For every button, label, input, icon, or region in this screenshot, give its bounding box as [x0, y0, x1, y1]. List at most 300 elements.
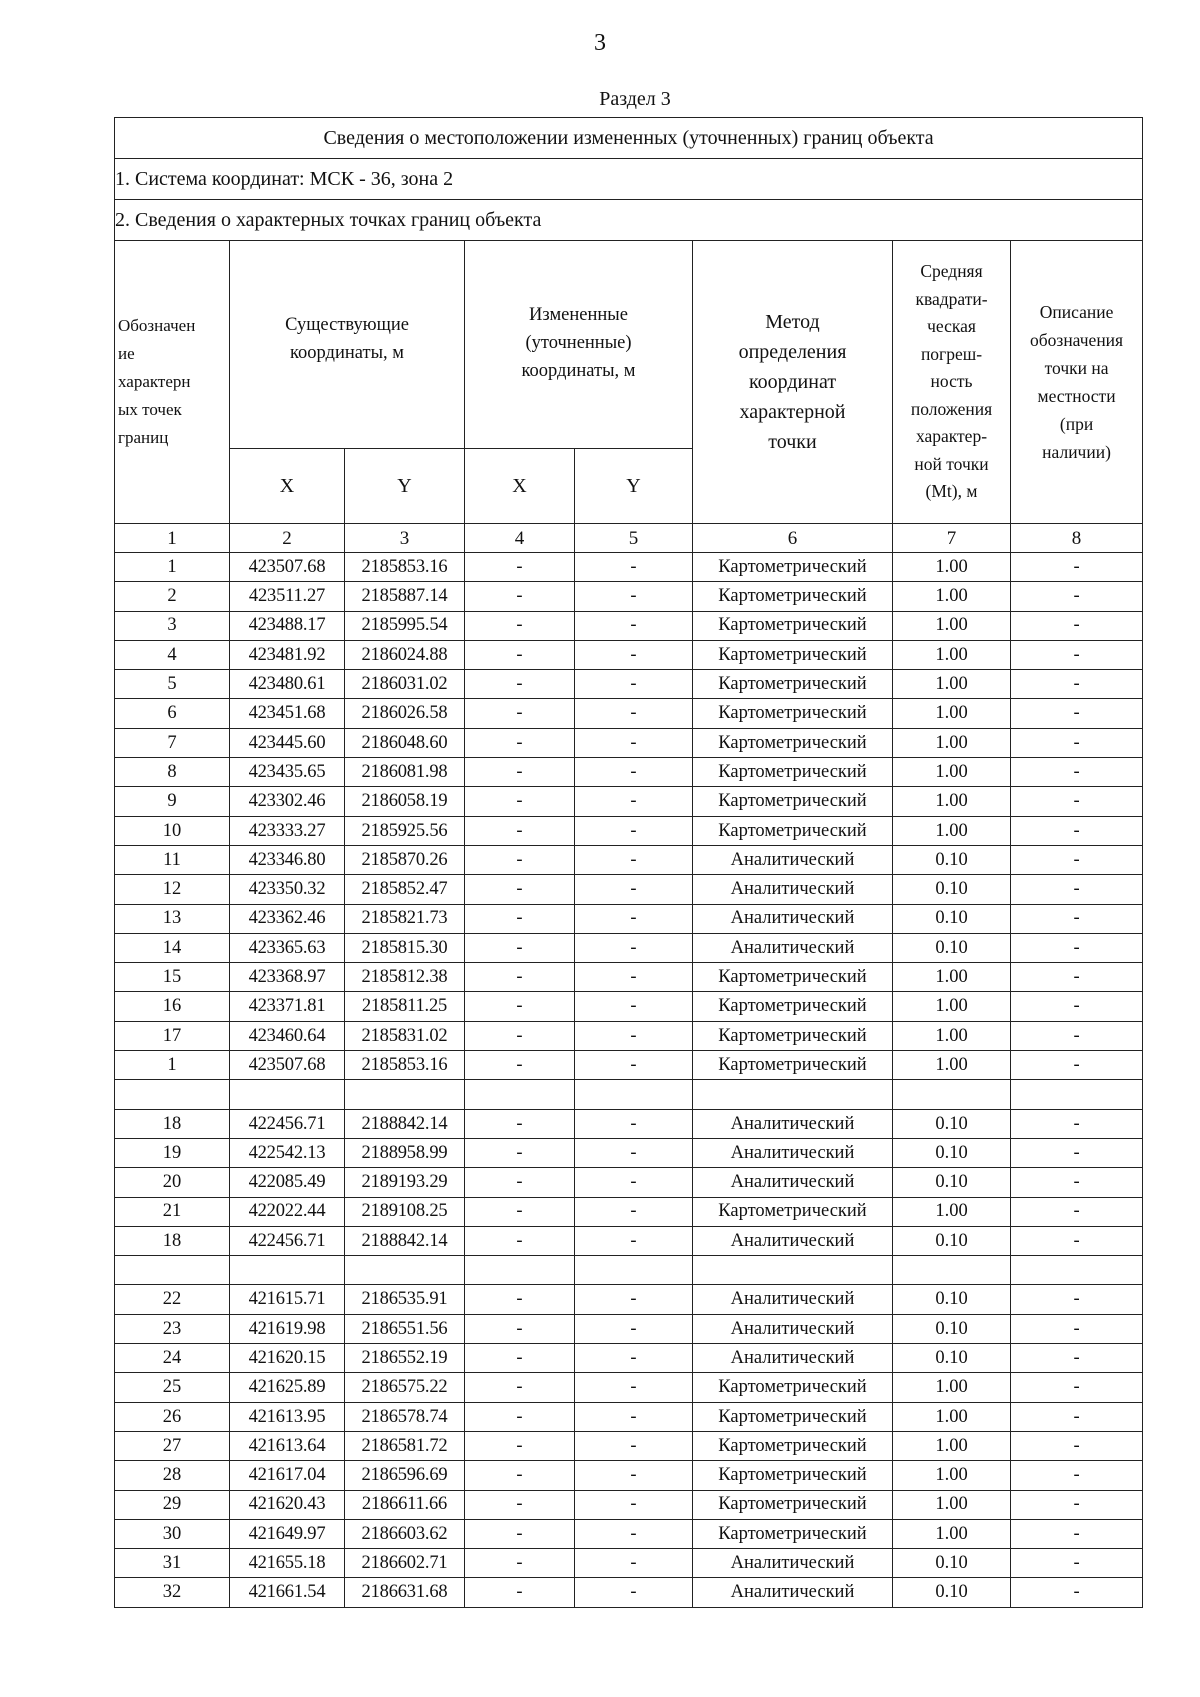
existing-y: 2185853.16 [345, 1051, 465, 1080]
description: - [1011, 1051, 1143, 1080]
description: - [1011, 1519, 1143, 1548]
header-designation: Обозначен ие характерн ых точек границ [115, 241, 230, 524]
point-number: 18 [115, 1226, 230, 1255]
point-number: 7 [115, 728, 230, 757]
table-row [115, 1138, 1143, 1167]
point-number: 27 [115, 1431, 230, 1460]
table-row [115, 992, 1143, 1021]
point-number: 4 [115, 640, 230, 669]
empty-cell [575, 1080, 693, 1109]
method: Картометрический [693, 1431, 893, 1460]
description: - [1011, 1402, 1143, 1431]
changed-x: - [465, 1490, 575, 1519]
existing-y: 2185852.47 [345, 875, 465, 904]
description: - [1011, 1431, 1143, 1460]
empty-cell [893, 1256, 1011, 1285]
changed-y: - [575, 933, 693, 962]
point-number: 3 [115, 611, 230, 640]
existing-x: 423302.46 [230, 787, 345, 816]
method: Аналитический [693, 1578, 893, 1607]
changed-y: - [575, 699, 693, 728]
changed-y: - [575, 1344, 693, 1373]
column-number: 8 [1011, 524, 1143, 553]
empty-cell [345, 1256, 465, 1285]
existing-y: 2186596.69 [345, 1461, 465, 1490]
mt-value: 1.00 [893, 758, 1011, 787]
changed-y: - [575, 845, 693, 874]
changed-x: - [465, 1168, 575, 1197]
table-row [115, 1168, 1143, 1197]
table-row [115, 1051, 1143, 1080]
description: - [1011, 728, 1143, 757]
existing-x: 423511.27 [230, 582, 345, 611]
mt-value: 0.10 [893, 933, 1011, 962]
mt-value: 1.00 [893, 1402, 1011, 1431]
changed-x: - [465, 611, 575, 640]
existing-y: 2188958.99 [345, 1138, 465, 1167]
empty-cell [230, 1080, 345, 1109]
existing-x: 423333.27 [230, 816, 345, 845]
table-row [115, 1578, 1143, 1607]
column-number: 7 [893, 524, 1011, 553]
changed-y: - [575, 1431, 693, 1460]
empty-cell [115, 1256, 230, 1285]
existing-y: 2185870.26 [345, 845, 465, 874]
point-number: 17 [115, 1021, 230, 1050]
separator-row [115, 1256, 1143, 1285]
description: - [1011, 845, 1143, 874]
page-number: 3 [594, 30, 606, 56]
method: Картометрический [693, 1373, 893, 1402]
existing-x: 422456.71 [230, 1226, 345, 1255]
existing-y: 2185815.30 [345, 933, 465, 962]
existing-x: 423507.68 [230, 1051, 345, 1080]
method: Картометрический [693, 1051, 893, 1080]
existing-y: 2186048.60 [345, 728, 465, 757]
method: Картометрический [693, 1021, 893, 1050]
changed-y: - [575, 611, 693, 640]
point-number: 5 [115, 670, 230, 699]
existing-x: 422456.71 [230, 1109, 345, 1138]
existing-x: 423481.92 [230, 640, 345, 669]
point-number: 22 [115, 1285, 230, 1314]
description: - [1011, 611, 1143, 640]
existing-x: 422022.44 [230, 1197, 345, 1226]
table-row [115, 699, 1143, 728]
separator-row [115, 1080, 1143, 1109]
point-number: 6 [115, 699, 230, 728]
table-row [115, 728, 1143, 757]
mt-value: 0.10 [893, 1314, 1011, 1343]
mt-value: 0.10 [893, 1344, 1011, 1373]
existing-y: 2186031.02 [345, 670, 465, 699]
points-heading: 2. Сведения о характерных точках границ объекта [115, 200, 1143, 241]
method: Картометрический [693, 992, 893, 1021]
description: - [1011, 904, 1143, 933]
point-number: 1 [115, 1051, 230, 1080]
description: - [1011, 1314, 1143, 1343]
header-changed-coords: Измененные (уточненные) координаты, м [465, 241, 693, 449]
description: - [1011, 1168, 1143, 1197]
point-number: 15 [115, 963, 230, 992]
existing-y: 2186602.71 [345, 1549, 465, 1578]
existing-y: 2186578.74 [345, 1402, 465, 1431]
changed-x: - [465, 1197, 575, 1226]
table-row [115, 787, 1143, 816]
description: - [1011, 992, 1143, 1021]
method: Картометрический [693, 1402, 893, 1431]
method: Аналитический [693, 933, 893, 962]
description: - [1011, 1197, 1143, 1226]
mt-value: 1.00 [893, 1197, 1011, 1226]
existing-x: 423371.81 [230, 992, 345, 1021]
description: - [1011, 670, 1143, 699]
mt-value: 1.00 [893, 640, 1011, 669]
description: - [1011, 758, 1143, 787]
section-label: Раздел 3 [599, 88, 671, 110]
table-row [115, 963, 1143, 992]
mt-value: 1.00 [893, 582, 1011, 611]
description: - [1011, 1373, 1143, 1402]
empty-cell [230, 1256, 345, 1285]
description: - [1011, 1578, 1143, 1607]
table-row [115, 1549, 1143, 1578]
header-mean-square-error: Средняя квадрати- ческая погреш- ность положения характер- ной точки (Mt), м [893, 241, 1011, 524]
changed-y: - [575, 904, 693, 933]
existing-y: 2186535.91 [345, 1285, 465, 1314]
method: Картометрический [693, 1197, 893, 1226]
table-row [115, 1285, 1143, 1314]
existing-y: 2185821.73 [345, 904, 465, 933]
point-number: 1 [115, 553, 230, 582]
mt-value: 1.00 [893, 1021, 1011, 1050]
mt-value: 0.10 [893, 1226, 1011, 1255]
changed-x: - [465, 1314, 575, 1343]
mt-value: 1.00 [893, 611, 1011, 640]
changed-y: - [575, 1314, 693, 1343]
method: Аналитический [693, 1226, 893, 1255]
method: Картометрический [693, 963, 893, 992]
existing-x: 422085.49 [230, 1168, 345, 1197]
column-numbers-row [115, 524, 1143, 553]
existing-y: 2186552.19 [345, 1344, 465, 1373]
existing-x: 423435.65 [230, 758, 345, 787]
column-number: 3 [345, 524, 465, 553]
point-number: 21 [115, 1197, 230, 1226]
method: Аналитический [693, 1109, 893, 1138]
point-number: 9 [115, 787, 230, 816]
mt-value: 0.10 [893, 1578, 1011, 1607]
mt-value: 1.00 [893, 728, 1011, 757]
changed-x: - [465, 845, 575, 874]
existing-x: 423507.68 [230, 553, 345, 582]
table-title: Сведения о местоположении измененных (уточненных) границ объекта [115, 118, 1143, 159]
empty-cell [465, 1080, 575, 1109]
changed-y: - [575, 1109, 693, 1138]
existing-y: 2185853.16 [345, 553, 465, 582]
column-number: 4 [465, 524, 575, 553]
description: - [1011, 1226, 1143, 1255]
method: Картометрический [693, 1519, 893, 1548]
changed-x: - [465, 963, 575, 992]
mt-value: 1.00 [893, 1431, 1011, 1460]
table-row [115, 1490, 1143, 1519]
changed-x: - [465, 1373, 575, 1402]
description: - [1011, 1549, 1143, 1578]
changed-y: - [575, 1519, 693, 1548]
mt-value: 0.10 [893, 1549, 1011, 1578]
empty-cell [345, 1080, 465, 1109]
changed-x: - [465, 1138, 575, 1167]
existing-y: 2186058.19 [345, 787, 465, 816]
existing-y: 2186581.72 [345, 1431, 465, 1460]
table-row [115, 582, 1143, 611]
point-number: 25 [115, 1373, 230, 1402]
existing-x: 421620.43 [230, 1490, 345, 1519]
mt-value: 1.00 [893, 816, 1011, 845]
existing-x: 423346.80 [230, 845, 345, 874]
table-row [115, 1519, 1143, 1548]
description: - [1011, 640, 1143, 669]
point-number: 24 [115, 1344, 230, 1373]
empty-cell [693, 1256, 893, 1285]
table-row [115, 1402, 1143, 1431]
description: - [1011, 1344, 1143, 1373]
existing-y: 2186611.66 [345, 1490, 465, 1519]
existing-x: 423480.61 [230, 670, 345, 699]
column-number: 2 [230, 524, 345, 553]
changed-y: - [575, 1402, 693, 1431]
existing-x: 423488.17 [230, 611, 345, 640]
mt-value: 1.00 [893, 1461, 1011, 1490]
existing-x: 423460.64 [230, 1021, 345, 1050]
empty-cell [115, 1080, 230, 1109]
method: Картометрический [693, 787, 893, 816]
coordinate-system: 1. Система координат: МСК - 36, зона 2 [115, 159, 1143, 200]
description: - [1011, 787, 1143, 816]
changed-y: - [575, 1490, 693, 1519]
point-number: 11 [115, 845, 230, 874]
existing-y: 2185811.25 [345, 992, 465, 1021]
mt-value: 1.00 [893, 787, 1011, 816]
point-number: 16 [115, 992, 230, 1021]
method: Аналитический [693, 1344, 893, 1373]
point-number: 28 [115, 1461, 230, 1490]
point-number: 23 [115, 1314, 230, 1343]
description: - [1011, 1461, 1143, 1490]
empty-cell [893, 1080, 1011, 1109]
description: - [1011, 963, 1143, 992]
mt-value: 1.00 [893, 1490, 1011, 1519]
description: - [1011, 816, 1143, 845]
description: - [1011, 933, 1143, 962]
table-row [115, 1197, 1143, 1226]
mt-value: 1.00 [893, 963, 1011, 992]
changed-x: - [465, 1226, 575, 1255]
method: Аналитический [693, 1138, 893, 1167]
existing-x: 421620.15 [230, 1344, 345, 1373]
table-row [115, 933, 1143, 962]
method: Картометрический [693, 1490, 893, 1519]
table-row [115, 845, 1143, 874]
point-number: 18 [115, 1109, 230, 1138]
method: Аналитический [693, 875, 893, 904]
existing-y: 2188842.14 [345, 1226, 465, 1255]
method: Картометрический [693, 1461, 893, 1490]
changed-x: - [465, 699, 575, 728]
changed-x: - [465, 640, 575, 669]
mt-value: 1.00 [893, 1519, 1011, 1548]
description: - [1011, 1490, 1143, 1519]
existing-x: 421619.98 [230, 1314, 345, 1343]
table-row [115, 1226, 1143, 1255]
changed-y: - [575, 1373, 693, 1402]
table-row [115, 904, 1143, 933]
changed-y: - [575, 1461, 693, 1490]
point-number: 32 [115, 1578, 230, 1607]
changed-x: - [465, 1109, 575, 1138]
point-number: 30 [115, 1519, 230, 1548]
table-row [115, 1461, 1143, 1490]
boundary-points-table [114, 117, 1143, 1608]
changed-x: - [465, 1344, 575, 1373]
method: Аналитический [693, 845, 893, 874]
changed-y: - [575, 1051, 693, 1080]
existing-x: 423350.32 [230, 875, 345, 904]
changed-y: - [575, 963, 693, 992]
changed-y: - [575, 1285, 693, 1314]
existing-y: 2185887.14 [345, 582, 465, 611]
point-number: 2 [115, 582, 230, 611]
changed-x: - [465, 1431, 575, 1460]
column-number: 6 [693, 524, 893, 553]
mt-value: 0.10 [893, 1285, 1011, 1314]
empty-cell [575, 1256, 693, 1285]
changed-x: - [465, 1549, 575, 1578]
changed-y: - [575, 992, 693, 1021]
header-existing-x: X [230, 449, 345, 524]
point-number: 12 [115, 875, 230, 904]
existing-y: 2185995.54 [345, 611, 465, 640]
changed-x: - [465, 758, 575, 787]
point-number: 26 [115, 1402, 230, 1431]
method: Картометрический [693, 670, 893, 699]
changed-y: - [575, 728, 693, 757]
changed-x: - [465, 933, 575, 962]
table-row [115, 611, 1143, 640]
point-number: 20 [115, 1168, 230, 1197]
table-row [115, 875, 1143, 904]
description: - [1011, 1138, 1143, 1167]
existing-x: 423362.46 [230, 904, 345, 933]
changed-y: - [575, 1226, 693, 1255]
changed-y: - [575, 640, 693, 669]
changed-x: - [465, 1519, 575, 1548]
empty-cell [465, 1256, 575, 1285]
header-description: Описание обозначения точки на местности (при наличии) [1011, 241, 1143, 524]
method: Картометрический [693, 816, 893, 845]
existing-x: 423368.97 [230, 963, 345, 992]
mt-value: 1.00 [893, 1373, 1011, 1402]
changed-y: - [575, 1168, 693, 1197]
table-row [115, 758, 1143, 787]
existing-y: 2186631.68 [345, 1578, 465, 1607]
changed-x: - [465, 875, 575, 904]
existing-x: 421617.04 [230, 1461, 345, 1490]
existing-y: 2189108.25 [345, 1197, 465, 1226]
existing-y: 2185831.02 [345, 1021, 465, 1050]
existing-x: 421613.95 [230, 1402, 345, 1431]
changed-y: - [575, 787, 693, 816]
table-row [115, 553, 1143, 582]
mt-value: 1.00 [893, 992, 1011, 1021]
method: Аналитический [693, 1549, 893, 1578]
table-row [115, 1109, 1143, 1138]
table-row [115, 1431, 1143, 1460]
method: Аналитический [693, 1168, 893, 1197]
header-existing-coords: Существующие координаты, м [230, 241, 465, 449]
existing-x: 421655.18 [230, 1549, 345, 1578]
changed-x: - [465, 1021, 575, 1050]
changed-y: - [575, 758, 693, 787]
existing-y: 2186603.62 [345, 1519, 465, 1548]
point-number: 13 [115, 904, 230, 933]
table-row [115, 1344, 1143, 1373]
point-number: 19 [115, 1138, 230, 1167]
existing-y: 2185812.38 [345, 963, 465, 992]
existing-x: 421625.89 [230, 1373, 345, 1402]
mt-value: 1.00 [893, 1051, 1011, 1080]
changed-y: - [575, 1578, 693, 1607]
changed-y: - [575, 875, 693, 904]
changed-x: - [465, 582, 575, 611]
existing-x: 423451.68 [230, 699, 345, 728]
description: - [1011, 1021, 1143, 1050]
changed-x: - [465, 816, 575, 845]
mt-value: 1.00 [893, 670, 1011, 699]
changed-y: - [575, 670, 693, 699]
existing-x: 421649.97 [230, 1519, 345, 1548]
method: Картометрический [693, 728, 893, 757]
point-number: 8 [115, 758, 230, 787]
method: Картометрический [693, 758, 893, 787]
mt-value: 0.10 [893, 904, 1011, 933]
existing-y: 2186024.88 [345, 640, 465, 669]
changed-x: - [465, 787, 575, 816]
header-changed-x: X [465, 449, 575, 524]
table-row [115, 816, 1143, 845]
existing-y: 2185925.56 [345, 816, 465, 845]
point-number: 14 [115, 933, 230, 962]
existing-x: 421613.64 [230, 1431, 345, 1460]
method: Картометрический [693, 699, 893, 728]
header-changed-y: Y [575, 449, 693, 524]
changed-x: - [465, 728, 575, 757]
empty-cell [1011, 1080, 1143, 1109]
existing-x: 423365.63 [230, 933, 345, 962]
table-row [115, 1021, 1143, 1050]
description: - [1011, 582, 1143, 611]
description: - [1011, 1285, 1143, 1314]
description: - [1011, 875, 1143, 904]
existing-y: 2189193.29 [345, 1168, 465, 1197]
empty-cell [1011, 1256, 1143, 1285]
mt-value: 0.10 [893, 1109, 1011, 1138]
point-number: 31 [115, 1549, 230, 1578]
existing-x: 423445.60 [230, 728, 345, 757]
changed-x: - [465, 1285, 575, 1314]
method: Картометрический [693, 640, 893, 669]
